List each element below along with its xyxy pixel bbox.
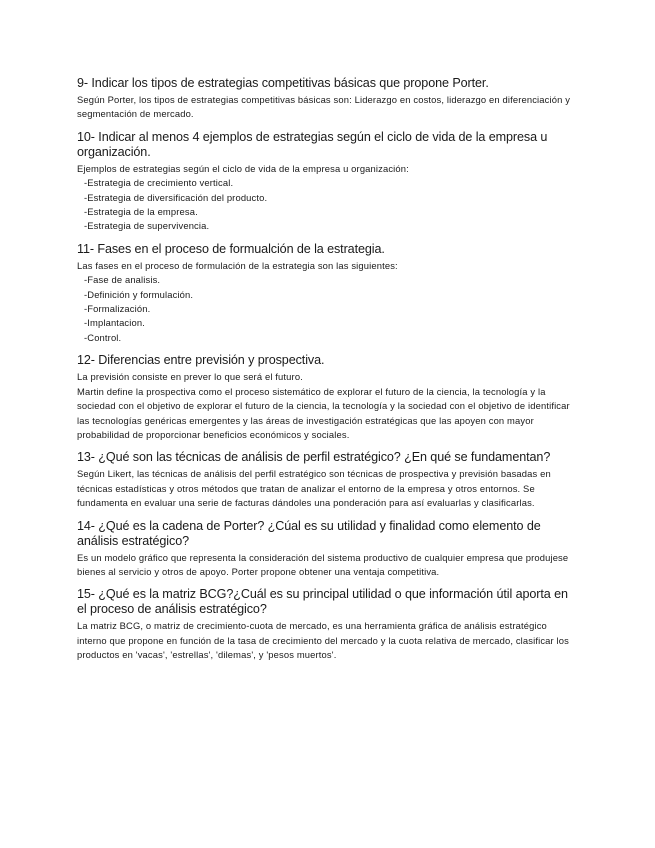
answer-paragraph: Según Porter, los tipos de estrategias competitivas básicas son: Liderazgo en costos, liderazgo en diferenciación y segmentación de mercado. xyxy=(77,94,571,120)
document-page xyxy=(77,76,577,671)
answer-paragraph: Es un modelo gráfico que representa la consideración del sistema productivo de cualquier empresa que produjese bienes al servicio y otros de apoyo. Porter propone obtener una ventaja competitiva. xyxy=(77,551,569,577)
question-heading: 14- ¿Qué es la cadena de Porter? ¿Cúal es su utilidad y finalidad como elemento de análisis estratégico? xyxy=(77,518,541,548)
question-section xyxy=(77,130,577,234)
answer-list xyxy=(77,176,577,234)
question-heading: 9- Indicar los tipos de estrategias competitivas básicas que propone Porter. xyxy=(77,76,489,90)
question-section xyxy=(77,450,577,510)
list-item: -Fase de analisis. xyxy=(84,274,161,286)
answer-block xyxy=(77,93,577,122)
answer-paragraph: Ejemplos de estrategias según el ciclo de vida de la empresa u organización: xyxy=(77,162,409,174)
answer-list xyxy=(77,273,577,345)
answer-block xyxy=(77,619,577,662)
question-section xyxy=(77,519,577,580)
question-heading: 15- ¿Qué es la matriz BCG?¿Cuál es su principal utilidad o que información útil aporta en el proceso de análisis estratégico? xyxy=(77,587,568,617)
answer-block xyxy=(77,162,577,234)
list-item: -Implantacion. xyxy=(84,317,145,329)
answer-paragraph: La previsión consiste en prever lo que será el futuro. xyxy=(77,371,303,383)
list-item: -Estrategia de supervivencia. xyxy=(84,220,210,232)
answer-block xyxy=(77,370,577,442)
list-item: -Estrategia de la empresa. xyxy=(84,206,198,218)
list-item: -Estrategia de crecimiento vertical. xyxy=(84,177,234,189)
list-item: -Estrategia de diversificación del producto. xyxy=(84,191,268,203)
answer-block xyxy=(77,259,577,345)
list-item: -Formalización. xyxy=(84,303,151,315)
list-item: -Control. xyxy=(84,331,122,343)
question-section xyxy=(77,587,577,662)
answer-paragraph: Las fases en el proceso de formulación de la estrategia son las siguientes: xyxy=(77,259,398,271)
question-heading: 12- Diferencias entre previsión y prospectiva. xyxy=(77,353,325,368)
question-heading: 10- Indicar al menos 4 ejemplos de estrategias según el ciclo de vida de la empresa u organización. xyxy=(77,129,548,159)
question-heading: 13- ¿Qué son las técnicas de análisis de perfil estratégico? ¿En qué se fundamentan? xyxy=(77,450,551,465)
question-heading: 11- Fases en el proceso de formualción de la estrategia. xyxy=(77,241,385,256)
question-section xyxy=(77,242,577,345)
question-section xyxy=(77,76,577,122)
answer-block xyxy=(77,551,577,580)
answer-paragraph: Martin define la prospectiva como el proceso sistemático de explorar el futuro de la ciencia, la tecnología y la sociedad con el objetivo de explorar el futuro de la ciencia, la tecnología y la sociedad con el objetivo de identificar las tecnologías genéricas emergentes y las áreas de investigación estratégicas que las apoyen con mayor probabilidad de proporcionar beneficios económicos y sociales. xyxy=(77,385,570,440)
answer-paragraph: Según Likert, las técnicas de análisis del perfil estratégico son técnicas de prospectiva y previsión basadas en técnicas estadísticas y otros métodos que tratan de analizar el entorno de la empresa y otros entornos. Se fundamenta en evaluar una serie de facturas dándoles una ponderación para así evaluarlas y clasificarlas. xyxy=(77,468,551,509)
list-item: -Definición y formulación. xyxy=(84,288,194,300)
answer-paragraph: La matriz BCG, o matriz de crecimiento-cuota de mercado, es una herramienta gráfica de análisis estratégico interno que propone en función de la tasa de crecimiento del mercado y la cuota relativa de mercado, clasificar los productos en 'vacas', 'estrellas', 'dilemas', y 'pesos muertos'. xyxy=(77,620,569,661)
question-section xyxy=(77,353,577,442)
answer-block xyxy=(77,467,577,510)
